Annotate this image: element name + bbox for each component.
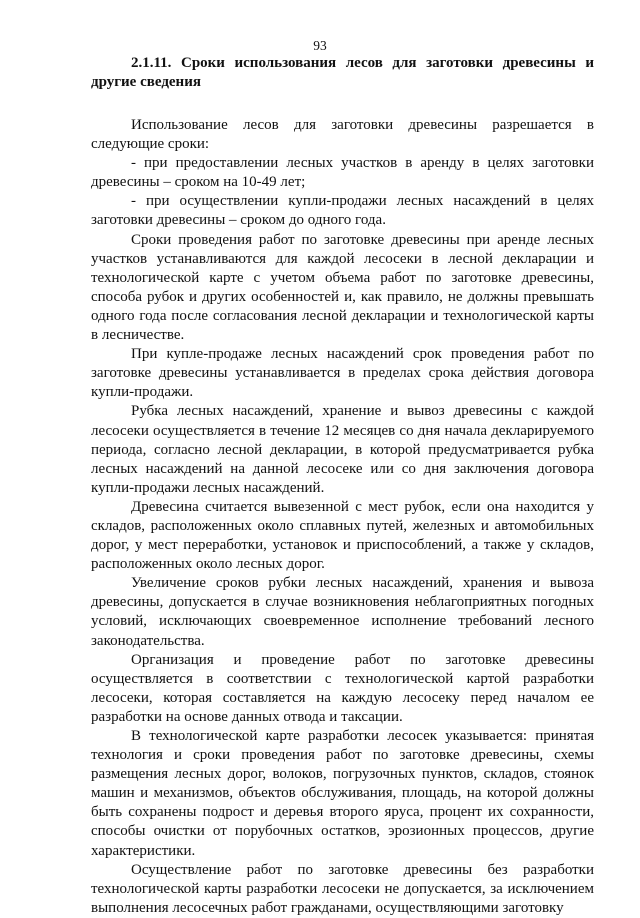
paragraph: В технологической карте разработки лесосек указывается: принятая технология и сроки проведения работ по заготовке древесины, схемы размещения лесных дорог, волоков, погрузочных пунктов, складов, стоянок машин и механизмов, объектов обслуживания, площадь, на которой должны быть сохранены подрост и деревья второго яруса, процент их сохранности, способы очистки от порубочных остатков, эрозионных процессов, другие характеристики.	[91, 728, 594, 859]
paragraph: Организация и проведение работ по заготовке древесины осуществляется в соответствии с технологической картой разработки лесосеки, которая составляется на каждую лесосеку перед началом ее разработки на основе данных отвода и таксации.	[91, 651, 594, 725]
paragraph: Древесина считается вывезенной с мест рубок, если она находится у складов, расположенных около сплавных путей, железных и автомобильных дорог, у мест переработки, установок и приспособлений, а также у складов, расположенных около лесных дорог.	[91, 498, 594, 573]
paragraph: - при осуществлении купли-продажи лесных насаждений в целях заготовки древесины – сроком до одного года.	[91, 193, 594, 229]
paragraph: Сроки проведения работ по заготовке древесины при аренде лесных участков устанавливаются для каждой лесосеки в лесной декларации и технологической карте с учетом объема работ по заготовке древесины, способа рубок и других особенностей и, как правило, не должны превышать одного года после согласования лесной декларации и технологической карты в лесничестве.	[91, 231, 594, 344]
paragraph: При купле-продаже лесных насаждений срок проведения работ по заготовке древесины устанавливается в пределах срока действия договора купли-продажи.	[91, 346, 594, 401]
paragraph: Осуществление работ по заготовке древесины без разработки технологической карты разработки лесосеки не допускается, за исключением выполнения лесосечных работ гражданами, осуществляющими заготовку	[91, 861, 594, 916]
body-text	[91, 116, 594, 918]
paragraph: Рубка лесных насаждений, хранение и вывоз древесины с каждой лесосеки осуществляется в течение 12 месяцев со дня начала декларируемого периода, согласно лесной декларации, в которой предусматривается рубка лесных насаждений на данной лесосеке или со дня заключения договора купли-продажи лесных насаждений.	[91, 403, 594, 496]
paragraph: Использование лесов для заготовки древесины разрешается в следующие сроки:	[91, 117, 594, 153]
paragraph: Увеличение сроков рубки лесных насаждений, хранения и вывоза древесины, допускается в случае возникновения неблагоприятных погодных условий, исключающих своевременное исполнение требований лесного законодательства.	[91, 575, 594, 649]
section-heading: 2.1.11. Сроки использования лесов для заготовки древесины и другие сведения	[91, 55, 594, 90]
page-number: 93	[313, 38, 327, 53]
paragraph: - при предоставлении лесных участков в аренду в целях заготовки древесины – сроком на 10-49 лет;	[91, 155, 594, 191]
